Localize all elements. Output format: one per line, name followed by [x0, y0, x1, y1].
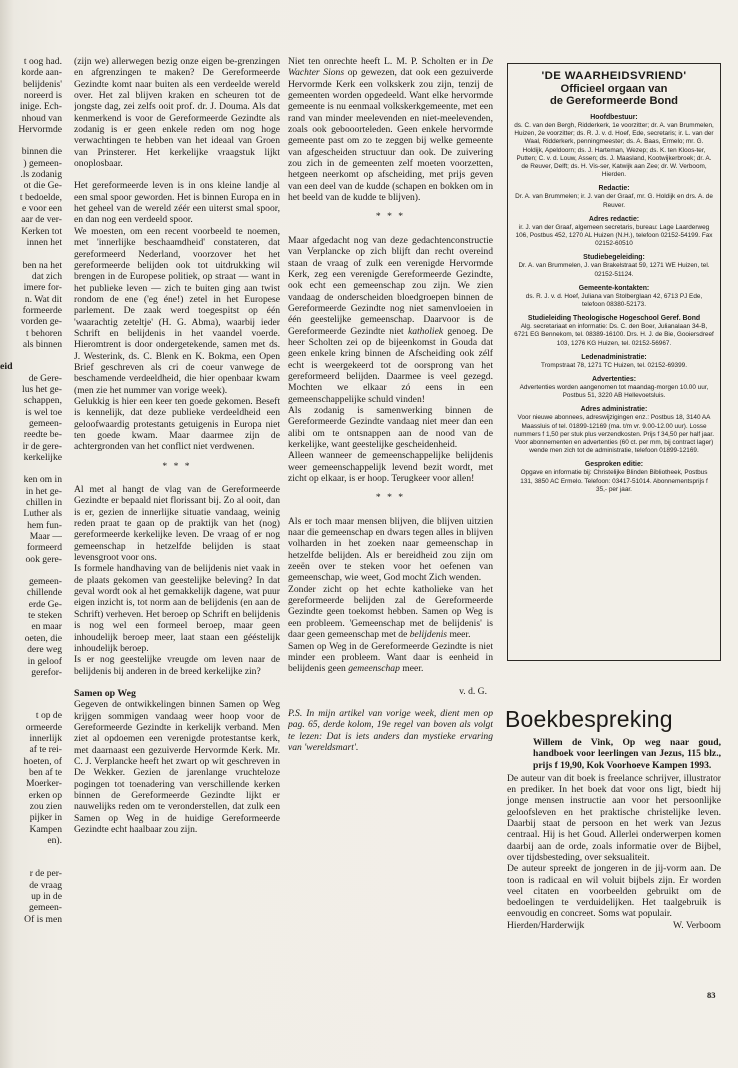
colophon-section-heading: Gesproken editie: [584, 461, 644, 469]
colophon-section [514, 253, 714, 278]
fragment-line: Of is men [24, 913, 62, 925]
fragment-line: is wel toe [25, 406, 62, 418]
fragment-line: de Gere- [28, 372, 62, 384]
fragment-line: lus het ge- [22, 383, 62, 395]
fragment-line: ken om in [23, 474, 62, 486]
colophon-section-heading: Studieleiding Theologische Hogeschool Geref. Bond [527, 315, 701, 323]
colophon-section-heading: Studiebegeleiding: [583, 254, 645, 262]
paragraph: Als er toch maar mensen blijven, die blijven uitzien naar die gemeenschap en dwars tegen alles in blijven volharden in het zoeken naar gemeenschap in hetzelfde belijden. Als er bereidheid zou zijn om zeeën over te steken voor het oefenen van gemeenschap, wie weet, God mocht Zich wenden. [288, 515, 493, 584]
paragraph: (zijn we) allerwegen bezig onze eigen be-grenzingen en afgrenzingen te maken? De Gereformeerde Gezindte komt naar buiten als een verdeelde wereld over. Het zal blijven kraken en scheuren tot de jongste dag, zei zelfs ooit prof. dr. J. Douma. Als dat kenmerkend is voor de Gereformeerde Gezindte als zodanig is er geen enkele reden om nog hoge verwachtingen te hebben van het ideaal van Groen van Prinsterer. Het kerkelijke vraagstuk lijkt onoplosbaar. [74, 56, 280, 170]
colophon-section-heading: Adres administratie: [580, 406, 648, 414]
colophon-section [514, 460, 714, 494]
colophon-section-body: Opgave en informatie bij: Christelijke Blinden Bibliotheek, Postbus 131, 3850 AC Ermelo. Telefoon: 03417-51014. Abonnementsprijs f 35,- per jaar. [520, 469, 708, 493]
article-signature: v. d. G. [459, 685, 487, 697]
colophon-box [507, 63, 721, 661]
colophon-section-heading: Gemeente-kontakten: [578, 284, 650, 292]
paragraph: Samen op Weg in de Gereformeerde Gezindte is niet minder een probleem. Want daar is eenheid in belijdenis geen gemeenschap meer. [288, 640, 493, 675]
fragment-line: in het ge- [25, 485, 62, 497]
fragment-line: chillende [26, 587, 62, 599]
fragment-line: innerlijk [29, 732, 62, 744]
fragment-line: erde Ge- [28, 598, 62, 610]
colophon-section-body: Voor nieuwe abonnees, adreswijzigingen enz.: Postbus 18, 3140 AA Maassluis of tel. 01899-12169 (ma. t/m vr. 9.00-12.00 uur). Losse nummers f 1,50 per stuk plus verzendkosten. Prijs f 34,50 per half jaar. Voor abonnementen en advertenties (60 ct. per mm, bij contract lager) wende men zich tot de administratie, telefoon 01899-12169. [514, 414, 714, 455]
left-fragment-block [0, 260, 62, 351]
fragment-line: in geloof [27, 655, 62, 667]
paragraph: De auteur van dit boek is freelance schrijver, illustrator en prediker. In het boek dat voor ons ligt, biedt hij jonge mensen instructie aan voor het persoonlijke geloofsleven en het praktische christelijke leven. Daarbij staat de persoon en het werk van Jezus centraal. Hij is het Goud. Allerlei onderwerpen komen daarbij aan de orde, zoals informatie over de Bijbel, over tijdsbesteding, over seksualiteit. [507, 772, 721, 863]
colophon-sections [514, 113, 714, 494]
left-fragment-column [0, 56, 62, 925]
fragment-line: ot die Ge- [23, 180, 62, 192]
fragment-line: imere for- [23, 282, 62, 294]
colophon-title: 'DE WAARHEIDSVRIEND' [541, 70, 687, 82]
fragment-line: ook gere- [25, 553, 62, 565]
paragraph: Het gereformeerde leven is in ons kleine landje al een smal spoor geworden. Het is binnen Europa en in het geheel van de wereld zéér een uiterst smal spoor, en dan nog een verdeeld spoor. [74, 180, 280, 226]
paragraph: We moesten, om een recent voorbeeld te noemen, met 'innerlijke beschaamdheid' constateren, dat gereformeerd Nederland, voorzover het het gereformeerde belijden ook tot uitdrukking wil brengen in de Europese politiek, op straat — want in het publieke leven — zich te buiten ging aan twist rondom de ene ('eg éne!) zetel in het Europese parlement. De zaak werd toegespitst op één 'waarachtig zeteltje' (H. G. Abma), waarbij ieder Schrift en belijdenis in het vaandel voerde. Hieromtrent is door ondergetekende, samen met ds. J. Westerink, ds. C. Blenk en K. Bokma, een Open Brief geschreven als cri de coeur vanwege de beschamende verdeeldheid, die hier openbaar kwam (men zie het nummer van vorige week). [74, 225, 280, 396]
fragment-line: ir de gere- [22, 440, 62, 452]
colophon-section-body: Alg. secretariaat en informatie: Ds. C. den Boer, Julianalaan 34-B, 6721 EG Bennekom, tel. 08389-16100. Drs. H. J. de Bie, Gooiersdreef 103, 1276 KG Huizen, tel. 02152-56967. [514, 323, 714, 347]
colophon-section-body: Dr. A. van Brummelen; ir. J. van der Graaf, mr. G. Holdijk en drs. A. de Reuver. [515, 193, 713, 209]
colophon-section-body: Advertenties worden aangenomen tot maandag-morgen 10.00 uur, Postbus 51, 3220 AB Hellevoetsluis. [519, 384, 709, 400]
fragment-line: gemeen- [28, 576, 62, 588]
paragraph: Maar afgedacht nog van deze gedachtenconstructie van Verplancke op zich blijft dan recht overeind staan de vraag of zulk een verenigde Hervormde Kerk, zeg een verenigde Gereformeerde Gezindte, ook echt een gemeenschap zou zijn. We zien vandaag de onderscheiden bloedgroepen binnen de Gereformeerde Gezindte nog niet samenvloeien in één geestelijke gemeenschap. Daarvoor is de Gereformeerde Gezindte niet katholiek genoeg. De heer Scholten zei op de bijeenkomst in Gouda dat geen enkele kring binnen de Afscheiding ook zélf echt is weergekeerd tot de oorsprong van het gereformeerd belijden. Daarmee is veel gezegd. Mochten we elkaar zó eens in een gemeenschappelijke schuld vinden! [288, 234, 493, 405]
review-bibliography: Willem de Vink, Op weg naar goud, handboek voor leerlingen van Jezus, 115 blz., prijs f 19,90, Kok Voorhoeve Kampen 1993. [533, 737, 721, 771]
fragment-line: formeerd [26, 542, 62, 554]
review-column [507, 737, 721, 931]
paragraph: Alleen wanneer de gemeenschappelijke belijdenis weer gemeenschappelijk levend bezit wordt, met zicht op elkaar, is er hoop. Terugkeer voor allen! [288, 450, 493, 485]
fragment-line: e voor een [22, 203, 62, 215]
paragraph: Als zodanig is samenwerking binnen de Gereformeerde Gezindte vandaag niet meer dan een alibi om te ontsnappen aan de nood van de kerkelijke, want geestelijke gescheidenheid. [288, 404, 493, 450]
fragment-line: schappen, [23, 395, 62, 407]
section-heading: Samen op Weg [74, 687, 136, 699]
section-divider: * * * [375, 211, 406, 223]
colophon-section-body: ir. J. van der Graaf, algemeen secretaris, bureau: Lage Laarderweg 106, Postbus 452, 1270 AL Huizen (N.H.), telefoon 02152-54199. Fax 02152-60510 [515, 223, 713, 248]
fragment-line: hoeten, of [23, 755, 62, 767]
paragraph: De auteur spreekt de jongeren in de jij-vorm aan. De toon is radicaal en wil voluit bijbels zijn. Er worden veel citaten en voorbeelden gebruikt om de bedoelingen te verduidelijken. Het taalgebruik is eenvoudig en concreet. Soms wat populair. [507, 863, 721, 920]
colophon-section-body: Trompstraat 78, 1271 TC Huizen, tel. 02152-69399. [540, 361, 687, 369]
colophon-section-heading: Hoofdbestuur: [590, 114, 638, 121]
fragment-line: t behoren [26, 327, 62, 339]
left-fragment-block [0, 146, 62, 248]
left-fragment-block [0, 868, 62, 925]
fragment-line: ) gemeen- [23, 157, 62, 169]
review-author: W. Verboom [673, 919, 721, 931]
section-divider: * * * [375, 492, 406, 504]
fragment-line: aar de ver- [21, 214, 62, 226]
article-column-2 [288, 56, 493, 753]
fragment-line: en maar [31, 621, 62, 633]
fragment-line: gerefor- [31, 666, 62, 678]
colophon-section-heading: Ledenadministratie: [581, 353, 647, 361]
colophon-section [514, 353, 714, 370]
fragment-line: oeten, die [24, 632, 62, 644]
colophon-section [514, 215, 714, 249]
fragment-line: ormeerde [25, 721, 62, 733]
fragment-line: t oog had. [23, 56, 62, 67]
fragment-line: Kerken tot [21, 225, 62, 237]
left-fragment-block [0, 474, 62, 565]
review-place: Hierden/Harderwijk [507, 919, 585, 931]
fragment-line: als binnen [22, 338, 62, 350]
fragment-line: dere weg [27, 644, 62, 656]
left-fragment-heading: eid [0, 361, 13, 373]
paragraph: Niet ten onrechte heeft L. M. P. Scholten er in De Wachter Sions op gewezen, dat ook een gezuiverde Hervormde Kerk een volkskerk zou zijn, tenzij de gemeenten worden opgedeeld. Want elke hervormde gemeente is nu eenmaal volkskerkgemeente, met een rand van minder meelevenden en niet-meelevenden, zoals ook gebooorteleden. Geen enkele hervormde gemeente past om zo te zeggen bij welke gemeente van afgescheiden structuur dan ook. De zuivering zou zich in de gemeenten zelf moeten voorzetten, hetgeen neerkomt op afscheiding, met prijs geven van een deel van de kudde (schapen en bokken om in het beeld van de kudde te blijven). [288, 56, 493, 204]
paragraph: Is er nog geestelijke vreugde om leven naar de belijdenis bij anderen in de breed kerkelijke zin? [74, 654, 280, 677]
colophon-section-heading: Adres redactie: [588, 215, 640, 223]
colophon-section [514, 314, 714, 348]
fragment-line: kerkelijke [23, 452, 62, 463]
paragraph: Zonder zicht op het echte katholieke van het gereformeerde belijden zal de Gereformeerde Gezindte geen toekomst hebben. Samen op Weg is een probleem. 'Gemeenschap met de belijdenis' is daar geen gemeenschap met de belijdenis meer. [288, 583, 493, 641]
fragment-line: Hervormde [18, 124, 62, 136]
colophon-section [514, 184, 714, 209]
colophon-section-body: ds. C. van den Bergh, Ridderkerk, 1e voorzitter; dr. A. van Brummelen, Huizen, 2e voorzitter; ds. R. J. v. d. Hoef, Ede, secretaris; ir. L. van der Waal, Ridderkerk, penningmeester; ds. A. Baas, Ermelo; mr. G. Holdijk, Apeldoorn; ds. J. Harteman, Wezep; ds. K. ten Kloos-ter, Putten; C. v. d. Louw, Assen; ds. J. Maasland, Kootwijkerbroek; dr. A. de Reuver, Delft; ds. H. Vis-ser, Katwijk aan Zee; dr. W. Verboom, Hierden. [514, 122, 714, 179]
fragment-line: gemeen- [28, 902, 62, 914]
fragment-line: t bedoelde, [19, 191, 62, 203]
fragment-line: ben af te [28, 766, 62, 778]
fragment-line: Maar — [29, 531, 62, 543]
fragment-line: t op de [35, 710, 62, 722]
left-fragment-block [0, 576, 62, 678]
fragment-line: gemeen- [28, 417, 62, 429]
paragraph: Al met al hangt de vlag van de Gereformeerde Gezindte er bepaald niet florissant bij. Zo al ooit, dan is er, gezien de innerlijke situatie vandaag, weinig reden praat te gaan op de praktijk van het (nog) gereformeerde kerkelijke leven. De vraag of er nog gemeenschap in hetzelfde belijden is staat levensgroot voor ons. [74, 484, 280, 564]
colophon-subtitle: Officieel orgaan van [560, 83, 668, 95]
fragment-line: dat zich [31, 270, 62, 282]
fragment-line: formeerde [22, 304, 62, 316]
fragment-line: de vraag [29, 879, 62, 891]
fragment-line: reedte be- [23, 429, 62, 441]
colophon-section-heading: Redactie: [598, 185, 630, 193]
fragment-line: korde aan- [21, 67, 62, 79]
left-fragment-block [0, 373, 62, 464]
fragment-line: Moerker- [25, 778, 62, 790]
article-column-1 [74, 56, 280, 835]
left-fragment-block [0, 56, 62, 135]
page-number: 83 [707, 990, 716, 1000]
fragment-line: up in de [31, 891, 62, 902]
colophon-section-heading: Advertenties: [591, 376, 637, 384]
fragment-line: vorden ge- [20, 316, 62, 328]
fragment-line: chillen in [26, 497, 62, 509]
paragraph: Gegeven de ontwikkelingen binnen Samen op Weg krijgen sommigen vandaag weer hoop voor de Gereformeerde Gezindte in kerkelijk verband. Men ziet al opdoemen een verenigde protestantse kerk, met daarnaast een gezuiverde Hervormde Kerk. Mr. C. J. Verplancke heeft het zwart op wit geschreven in De Wekker. Gezien de jarenlange vruchteloze pogingen tot toenadering van verschillende kerken binnen de Gereformeerde Gezindte lijkt er nauwelijks reden om te veronderstellen, dat zulk een Samen op Weg in de huidige Gereformeerde Gezindte echt haalbaar zou zijn. [74, 699, 280, 835]
paragraph: Is formele handhaving van de belijdenis niet vaak in de plaats gekomen van geestelijke beleving? In dat geval wordt ook al het gemakkelijk dagene, wat puur eigen inzicht is, tot norm aan de belijdenis (en aan de Schrift) verheven. Het beroep op Schrift en belijdenis is nog wel een formeel beroep, maar geen inhoudelijk beroep meer, laat staan een gééstelijk inhoudelijk beroep. [74, 563, 280, 654]
fragment-line: en). [47, 834, 62, 846]
fragment-line: pijker in [29, 812, 62, 824]
postscript: P.S. In mijn artikel van vorige week, dient men op pag. 65, derde kolom, 19e regel van boven als volgt te lezen: Dat is iets anders dan mystieke ervaring van 'wereldsmart'. [288, 707, 493, 753]
colophon-section [514, 113, 714, 179]
fragment-line: zou zien [29, 800, 62, 812]
colophon-section-body: ds. R. J. v. d. Hoef, Juliana van Stolberglaan 42, 6713 PJ Ede, telefoon 08380-52173. [525, 292, 703, 309]
fragment-line: te steken [28, 610, 62, 622]
fragment-line: inige. Ech- [19, 101, 62, 113]
colophon-section [514, 284, 714, 309]
fragment-line: belijdenis' [22, 78, 62, 90]
fragment-line: noreerd is [23, 90, 62, 102]
fragment-line: .ls zodanig [20, 169, 62, 181]
fragment-line: binnen die [21, 146, 62, 158]
fragment-line: r de per- [29, 868, 62, 880]
fragment-line: nhoud van [21, 112, 62, 124]
colophon-subtitle: de Gereformeerde Bond [549, 95, 679, 107]
fragment-line: n. Wat dit [24, 293, 62, 305]
colophon-section-body: Dr. A. van Brummelen, J. van Brakelstraat 59, 1271 WE Huizen, tel. 02152-51124. [518, 262, 710, 278]
fragment-line: af te rei- [29, 744, 62, 756]
fragment-line: innen het [26, 237, 62, 249]
fragment-line: Luther als [23, 508, 62, 520]
colophon-section [514, 405, 714, 455]
fragment-line: hem fun- [27, 519, 62, 531]
fragment-line: ben na het [22, 259, 62, 271]
fragment-line: erken op [28, 789, 62, 801]
review-title: Boekbespreking [505, 706, 673, 732]
paragraph: Gelukkig is hier een keer ten goede gekomen. Beseft is kennelijk, dat deze publieke verdeeldheid een geloofwaardig protestants getuigenis in Europa niet ten goede kwam. Maar daarmee zijn de achtergronden van het conflict niet verdwenen. [74, 395, 280, 453]
fragment-line: Kampen [29, 823, 62, 835]
left-fragment-block [0, 710, 62, 846]
section-divider: * * * [162, 460, 192, 472]
colophon-section [514, 375, 714, 400]
